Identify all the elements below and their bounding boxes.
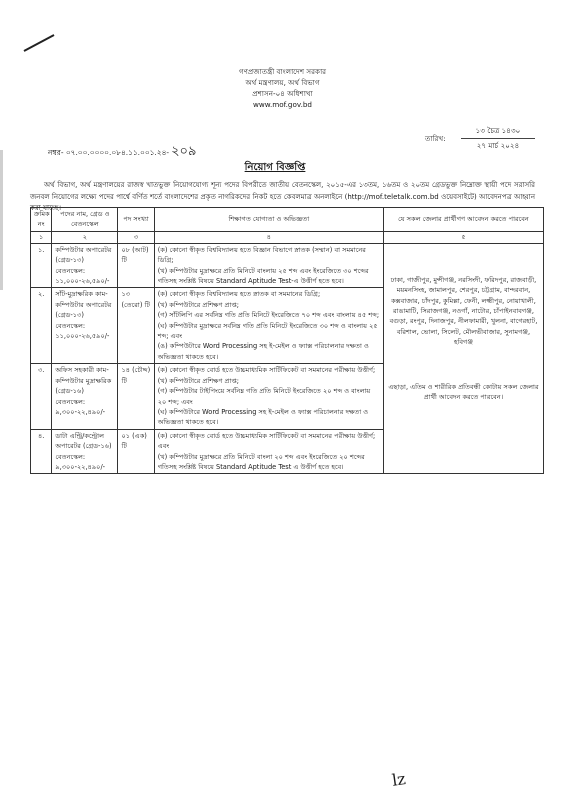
intro-text: অর্থ বিভাগ, অর্থ মন্ত্রণালয়ের রাজস্ব খাতভুক্ত নিয়োগযোগ্য শূন্য পদের বিপরীতে জাতীয় বেতনস্কেল, ২০১৫-এর ১৩তম, ১৬তম ও ২০তম গ্রেডভুক্ত নিম্নোক্ত স্থায়ী পদে সরাসরি জনবল নিয়োগের লক্ষ্যে পদের পার্শ্বে বর্ণিত শর্তে বাংলাদেশের প্রকৃত নাগরিকদের নিকট হতে কেবলমাত্র অনলাইনে (http://mof.teletalk.com.bd ওয়েবসাইটে) আবেদনপত্র আহ্বান করা যাচ্ছে।: [30, 181, 535, 212]
qualification-cell: [154, 243, 383, 288]
col-number: ৩: [118, 231, 154, 243]
page-title: নিয়োগ বিজ্ঞপ্তি: [244, 162, 306, 173]
qualification-item: (ক) কোনো স্বীকৃত বিশ্ববিদ্যালয় হতে বিজ্ঞান বিভাগে স্নাতক (সম্মান) বা সমমানের ডিগ্রি;: [157, 245, 366, 265]
signature-mark: lz: [390, 769, 407, 790]
header-website[interactable]: www.mof.gov.bd: [252, 100, 312, 109]
qualification-item: (খ) কম্পিউটারে প্রশিক্ষণ প্রাপ্ত;: [157, 300, 240, 309]
header-serial: ক্রমিক নং: [31, 208, 52, 232]
column-number-row: [31, 231, 544, 243]
col-number: ৫: [383, 231, 543, 243]
qualification-cell: [154, 364, 383, 429]
qualification-item: (ঘ) কম্পিউটারে Word Processing সহ ই-মেইল ও ফ্যাক্স পরিচালনার দক্ষতা ও অভিজ্ঞতা থাকতে হবে।: [157, 407, 369, 427]
col-number: ১: [31, 231, 52, 243]
header-post-count: পদ সংখ্যা: [118, 208, 154, 232]
districts-cell: [383, 243, 543, 474]
table-header-row: [31, 208, 544, 232]
col-number: ৪: [154, 231, 383, 243]
header-post-name: পদের নাম, গ্রেড ও বেতনস্কেল: [52, 208, 118, 232]
post-name: কম্পিউটার অপারেটর (গ্রেড-১৩) বেতনস্কেল: ১১,০০০-২৬,৫৯০/-: [52, 243, 118, 288]
qualification-item: (ক) কোনো স্বীকৃত বিশ্ববিদ্যালয় হতে স্নাতক বা সমমানের ডিগ্রি;: [157, 290, 321, 299]
header-government: গণপ্রজাতন্ত্রী বাংলাদেশ সরকার: [238, 67, 327, 76]
row-serial: ৪.: [31, 429, 52, 474]
letterhead: [0, 66, 565, 110]
post-name: সাঁট-মুদ্রাক্ষরিক কাম-কম্পিউটার অপারেটর (গ্রেড-১৩) বেতনস্কেল: ১১,০০০-২৬,৫৯০/-: [52, 288, 118, 364]
qualification-item: (ঙ) কম্পিউটারে Word Processing সহ ই-মেইল ও ফ্যাক্স পরিচালনার দক্ষতা ও অভিজ্ঞতা থাকতে হবে।: [157, 342, 369, 361]
col-number: ২: [52, 231, 118, 243]
quota-note: এছাড়া, এতিম ও শারীরিক প্রতিবন্ধী কোটায় সকল জেলার প্রার্থী আবেদন করতে পারবেন।: [388, 382, 539, 402]
post-name: অফিস সহকারী কাম-কম্পিউটার মুদ্রাক্ষরিক (গ্রেড-১৬) বেতনস্কেল: ৯,৩০০-২২,৪৯০/-: [52, 364, 118, 429]
memo-prefix: নম্বর- ০৭.০০.০০০০.০৮৪.১১.০০১.২৪-: [48, 148, 170, 157]
date-label: তারিখ:: [425, 134, 446, 143]
post-count: ০১ (এক) টি: [118, 429, 154, 474]
post-name: ডাটা এন্ট্রি/কন্ট্রোল অপারেটর (গ্রেড-১৬) বেতনস্কেল: ৯,৩০০-২২,৪৯০/-: [52, 429, 118, 474]
qualification-item: (খ) কম্পিউটার মুদ্রাক্ষরে প্রতি মিনিটে বাংলায় ২৫ শব্দ এবং ইংরেজিতে ৩০ শব্দের গতিসহ সংশ্লিষ্ট বিষয়ে Standard Aptitude Test-এ উত্তীর্ণ হতে হবে।: [157, 266, 369, 286]
qualification-cell: [154, 429, 383, 474]
qualification-item: (গ) সাঁটলিপি এর সর্বনিম্ন গতি প্রতি মিনিটে ইংরেজিতে ৭০ শব্দ এবং বাংলায় ৪৫ শব্দ;: [157, 311, 380, 320]
qualification-item: (ক) কোনো স্বীকৃত বোর্ড হতে উচ্চমাধ্যমিক সার্টিফিকেট বা সমমানের পরীক্ষায় উত্তীর্ণ;: [157, 366, 376, 375]
qualification-item: (খ) কম্পিউটারে প্রশিক্ষণ প্রাপ্ত;: [157, 376, 240, 385]
post-count: ০৮ (আট) টি: [118, 243, 154, 288]
vacancy-table: [30, 207, 544, 474]
header-wing: প্রশাসন-০৪ অধিশাখা: [252, 89, 313, 98]
table-row: [31, 243, 544, 288]
post-count: ১৩ (তেরো) টি: [118, 288, 154, 364]
date-gregorian: ২৭ মার্চ ২০২৪: [476, 141, 520, 150]
district-list: ঢাকা, গাজীপুর, মুন্সীগঞ্জ, নরসিংদী, ফরিদপুর, রাজবাড়ী, ময়মনসিংহ, জামালপুর, শেরপুর, চট্টগ্রাম, বান্দরবান, কক্সবাজার, চাঁদপুর, কুমিল্লা, ফেনী, লক্ষ্মীপুর, নোয়াখালী, রাঙামাটি, সিরাজগঞ্জ, নওগাঁ, নাটোর, চাঁপাইনবাবগঞ্জ, বগুড়া, রংপুর, দিনাজপুর, নীলফামারী, খুলনা, বাগেরহাট, বরিশাল, ভোলা, সিলেট, মৌলভীবাজার, সুনামগঞ্জ, হবিগঞ্জ: [389, 275, 538, 347]
header-districts: যে সকল জেলার প্রার্থীগণ আবেদন করতে পারবেন: [383, 208, 543, 232]
qualification-cell: [154, 288, 383, 364]
qualification-item: (ঘ) কম্পিউটার মুদ্রাক্ষরে সর্বনিম্ন গতি প্রতি মিনিটে ইংরেজিতে ৩০ শব্দ ও বাংলায় ২৫ শব্দ; এবং: [157, 321, 378, 341]
header-ministry: অর্থ মন্ত্রণালয়, অর্থ বিভাগ: [245, 78, 320, 87]
qualification-item: (ক) কোনো স্বীকৃত বোর্ড হতে উচ্চমাধ্যমিক সার্টিফিকেট বা সমমানের পরীক্ষায় উত্তীর্ণ; এবং: [157, 431, 376, 451]
date-bangla: ১৩ চৈত্র ১৪৩০: [461, 126, 535, 139]
header-qualification: শিক্ষাগত যোগ্যতা ও অভিজ্ঞতা: [154, 208, 383, 232]
qualification-item: (খ) কম্পিউটার মুদ্রাক্ষরে প্রতি মিনিটে বাংলা ২০ শব্দ এবং ইংরেজিতে ২০ শব্দের গতিসহ সংশ্লিষ্ট বিষয়ে Standard Aptitude Test এ উত্তীর্ণ হতে হবে।: [157, 452, 365, 471]
qualification-item: (গ) কম্পিউটার টাইপিংয়ে সর্বনিম্ন গতি প্রতি মিনিটে ইংরেজিতে ২০ শব্দ ও বাংলায় ২০ শব্দ; এবং: [157, 387, 371, 406]
post-count: ১৪ (চৌদ্দ) টি: [118, 364, 154, 429]
row-serial: ২.: [31, 288, 52, 364]
memo-number: [48, 142, 196, 163]
scan-edge-shadow: [0, 150, 3, 290]
row-serial: ৩.: [31, 364, 52, 429]
memo-handwritten-number: ২০৯: [171, 144, 197, 159]
row-serial: ১.: [31, 243, 52, 288]
pen-mark: [24, 34, 55, 52]
